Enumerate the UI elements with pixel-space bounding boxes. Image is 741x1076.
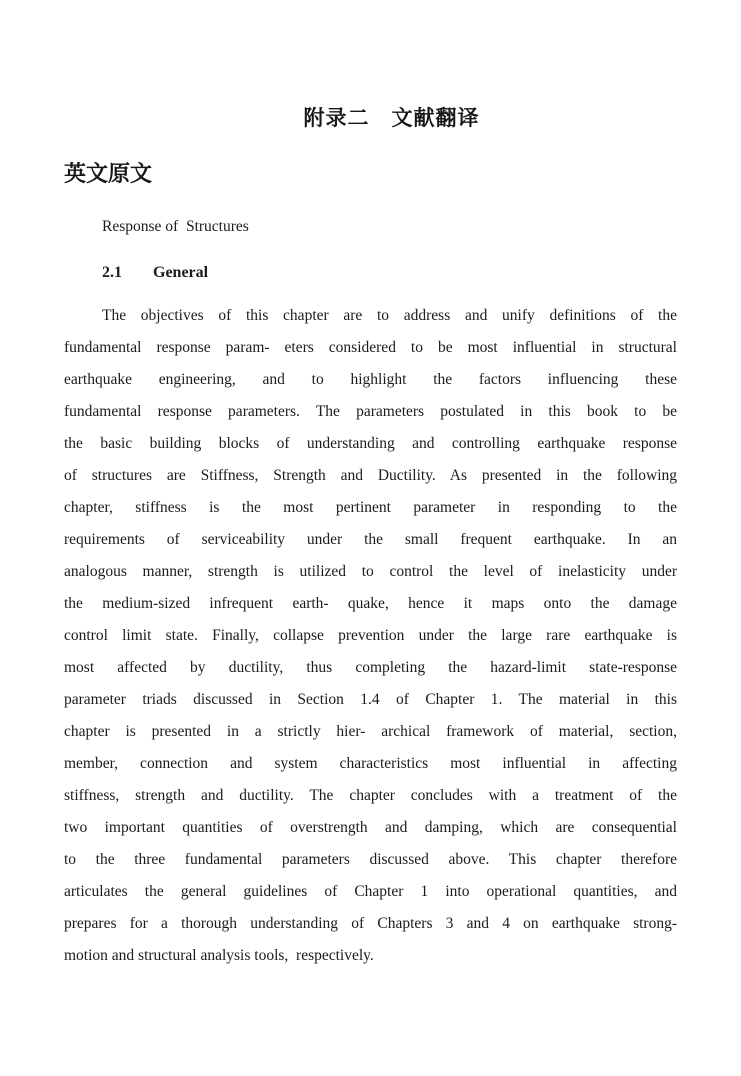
- paragraph-line: prepares for a thorough understanding of Chapters 3 and 4 on earthquake strong-: [64, 915, 677, 932]
- paragraph-line: fundamental response parameters. The parameters postulated in this book to be: [64, 403, 677, 420]
- paragraph-line: member, connection and system characteristics most influential in affecting: [64, 755, 677, 772]
- paragraph-line: The objectives of this chapter are to address and unify definitions of the: [102, 307, 677, 324]
- paragraph-line: motion and structural analysis tools, respectively.: [64, 947, 374, 964]
- subsection-title: General: [153, 264, 209, 281]
- paragraph-line: to the three fundamental parameters discussed above. This chapter therefore: [64, 851, 677, 868]
- paragraph-line: chapter, stiffness is the most pertinent parameter in responding to the: [64, 499, 677, 516]
- paragraph-line: stiffness, strength and ductility. The chapter concludes with a treatment of the: [64, 787, 677, 804]
- paragraph-line: the basic building blocks of understanding and controlling earthquake response: [64, 435, 677, 452]
- paragraph-line: requirements of serviceability under the small frequent earthquake. In an: [64, 531, 677, 548]
- appendix-title: 附录二 文献翻译: [303, 107, 480, 130]
- subsection-heading: [64, 262, 677, 284]
- paragraph-line: the medium-sized infrequent earth- quake, hence it maps onto the damage: [64, 595, 677, 612]
- paragraph-line: most affected by ductility, thus completing the hazard-limit state-response: [64, 659, 677, 676]
- paragraph-line: articulates the general guidelines of Chapter 1 into operational quantities, and: [64, 883, 677, 900]
- subsection-number: 2.1: [102, 264, 122, 281]
- paragraph-line: analogous manner, strength is utilized to control the level of inelasticity under: [64, 563, 677, 580]
- paragraph-line: control limit state. Finally, collapse prevention under the large rare earthquake is: [64, 627, 677, 644]
- section-heading-english-original: 英文原文: [64, 161, 153, 186]
- paragraph-line: fundamental response param- eters considered to be most influential in structural: [64, 339, 677, 356]
- paragraph-line: earthquake engineering, and to highlight the factors influencing these: [64, 371, 677, 388]
- paragraph-line: two important quantities of overstrength and damping, which are consequential: [64, 819, 677, 836]
- body-paragraph: [64, 300, 677, 972]
- paragraph-line: chapter is presented in a strictly hier- archical framework of material, section,: [64, 723, 677, 740]
- paragraph-line: of structures are Stiffness, Strength and Ductility. As presented in the following: [64, 467, 677, 484]
- paragraph-line: parameter triads discussed in Section 1.4 of Chapter 1. The material in this: [64, 691, 677, 708]
- page-content: [0, 104, 741, 972]
- article-title: Response of Structures: [102, 218, 249, 235]
